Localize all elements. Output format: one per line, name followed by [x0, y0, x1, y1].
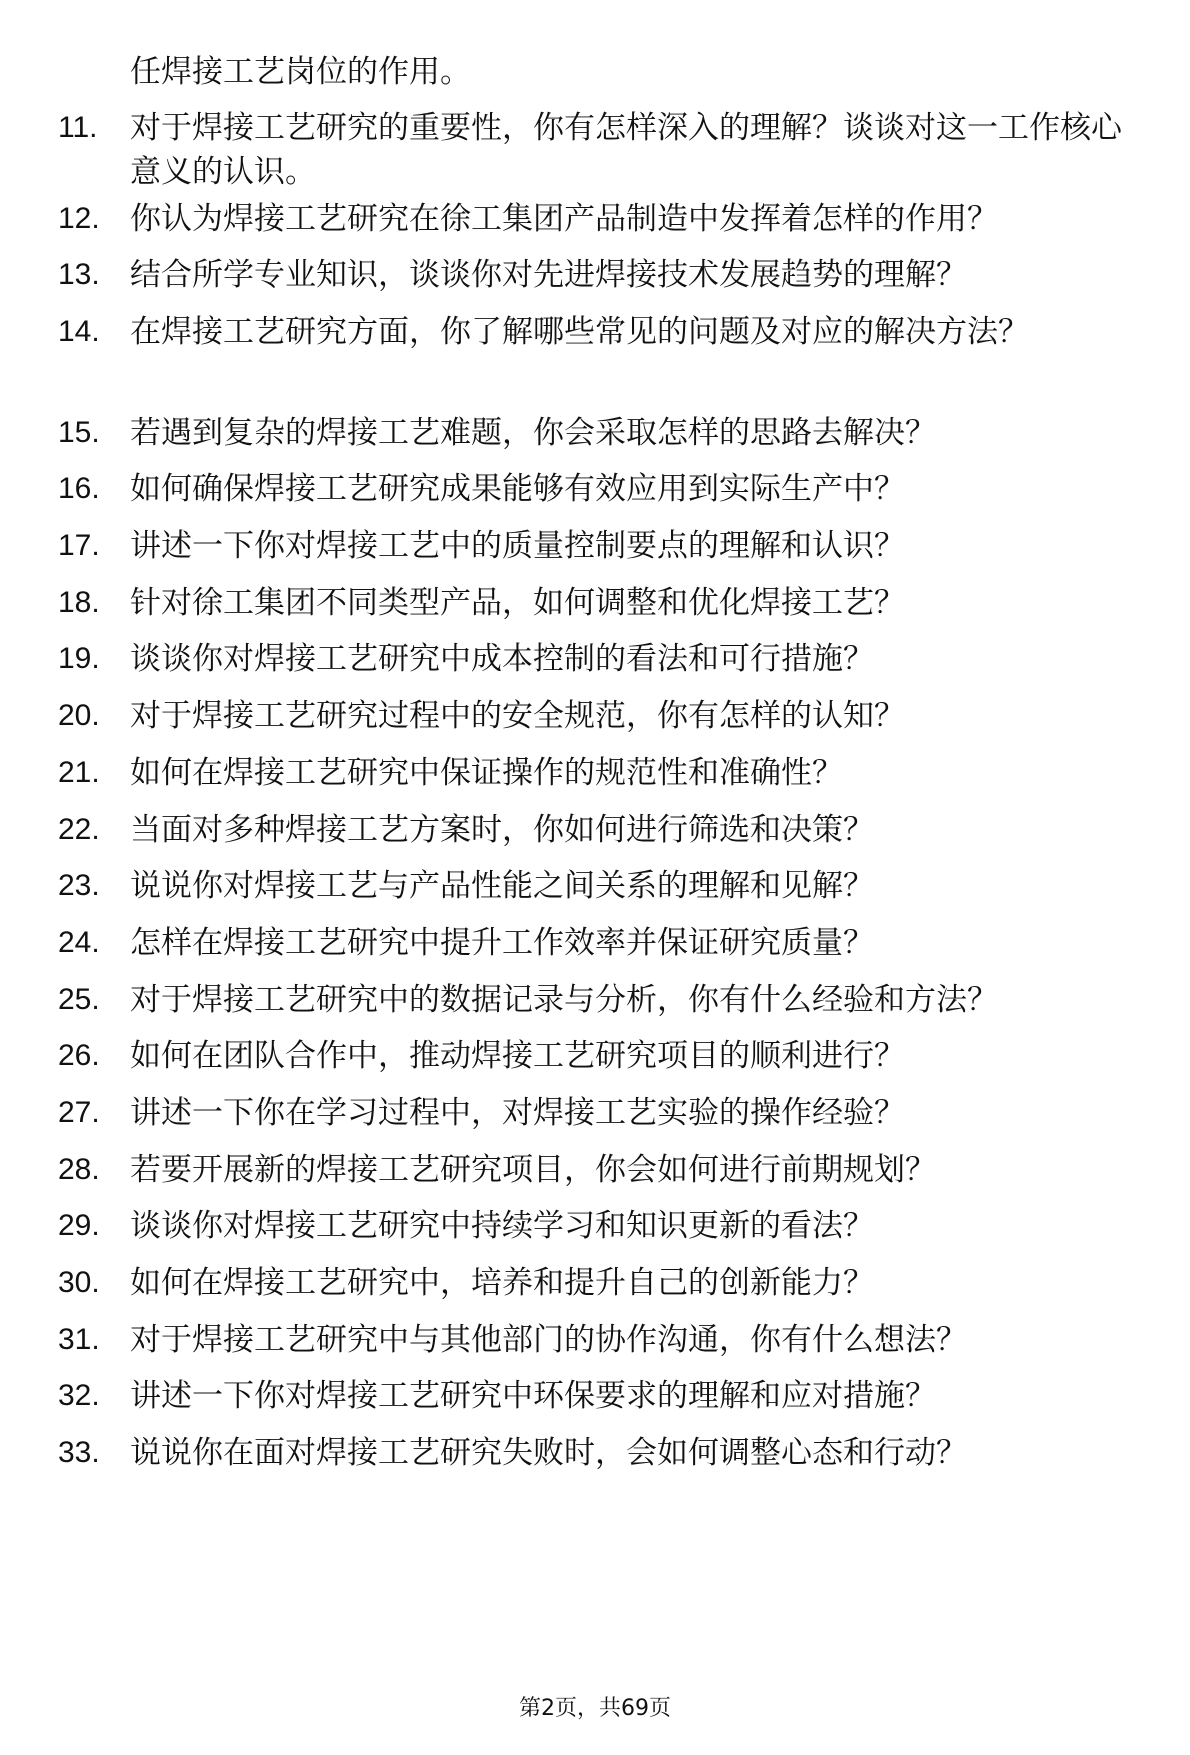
question-number: 31.: [58, 1323, 100, 1356]
question-number: 28.: [58, 1153, 100, 1186]
question-text: 说说你对焊接工艺与产品性能之间关系的理解和见解？: [130, 868, 874, 904]
question-number: 25.: [58, 983, 100, 1016]
question-text: 如何确保焊接工艺研究成果能够有效应用到实际生产中？: [130, 471, 905, 507]
question-text: 结合所学专业知识，谈谈你对先进焊接技术发展趋势的理解？: [130, 257, 967, 293]
question-text: 对于焊接工艺研究的重要性，你有怎样深入的理解？谈谈对这一工作核心意义的认识。: [130, 110, 1122, 190]
question-number: 27.: [58, 1096, 100, 1129]
question-text: 如何在焊接工艺研究中，培养和提升自己的创新能力？: [130, 1265, 874, 1301]
question-number: 12.: [58, 202, 100, 235]
question-text: 若遇到复杂的焊接工艺难题，你会采取怎样的思路去解决？: [130, 415, 936, 451]
question-text: 讲述一下你对焊接工艺研究中环保要求的理解和应对措施？: [130, 1378, 936, 1414]
question-number: 24.: [58, 926, 100, 959]
question-text: 讲述一下你在学习过程中，对焊接工艺实验的操作经验？: [130, 1095, 905, 1131]
page-number-footer: 第2页，共69页: [519, 1696, 671, 1721]
question-text: 对于焊接工艺研究中的数据记录与分析，你有什么经验和方法？: [130, 982, 998, 1018]
question-number: 18.: [58, 586, 100, 619]
question-number: 26.: [58, 1039, 100, 1072]
question-number: 21.: [58, 756, 100, 789]
question-text: 对于焊接工艺研究过程中的安全规范，你有怎样的认知？: [130, 698, 905, 734]
question-text: 谈谈你对焊接工艺研究中持续学习和知识更新的看法？: [130, 1208, 874, 1244]
question-text: 谈谈你对焊接工艺研究中成本控制的看法和可行措施？: [130, 641, 874, 677]
question-text: 针对徐工集团不同类型产品，如何调整和优化焊接工艺？: [130, 585, 905, 621]
question-number: 13.: [58, 258, 100, 291]
question-text: 说说你在面对焊接工艺研究失败时，会如何调整心态和行动？: [130, 1435, 967, 1471]
question-number: 17.: [58, 529, 100, 562]
question-text: 在焊接工艺研究方面，你了解哪些常见的问题及对应的解决方法？: [130, 314, 1029, 350]
question-number: 29.: [58, 1209, 100, 1242]
question-number: 14.: [58, 315, 100, 348]
question-number: 30.: [58, 1266, 100, 1299]
question-number: 15.: [58, 416, 100, 449]
continuation-text: 任焊接工艺岗位的作用。: [130, 54, 471, 90]
question-number: 23.: [58, 869, 100, 902]
question-number: 32.: [58, 1379, 100, 1412]
question-text: 如何在团队合作中，推动焊接工艺研究项目的顺利进行？: [130, 1038, 905, 1074]
question-text: 怎样在焊接工艺研究中提升工作效率并保证研究质量？: [130, 925, 874, 961]
question-text: 对于焊接工艺研究中与其他部门的协作沟通，你有什么想法？: [130, 1322, 967, 1358]
question-number: 33.: [58, 1436, 100, 1469]
question-number: 16.: [58, 472, 100, 505]
question-text: 讲述一下你对焊接工艺中的质量控制要点的理解和认识？: [130, 528, 905, 564]
question-number: 20.: [58, 699, 100, 732]
question-text: 你认为焊接工艺研究在徐工集团产品制造中发挥着怎样的作用？: [130, 201, 998, 237]
question-number: 19.: [58, 642, 100, 675]
question-number: 11.: [58, 111, 98, 144]
question-text: 如何在焊接工艺研究中保证操作的规范性和准确性？: [130, 755, 843, 791]
question-number: 22.: [58, 813, 100, 846]
question-text: 若要开展新的焊接工艺研究项目，你会如何进行前期规划？: [130, 1152, 936, 1188]
question-text: 当面对多种焊接工艺方案时，你如何进行筛选和决策？: [130, 812, 874, 848]
